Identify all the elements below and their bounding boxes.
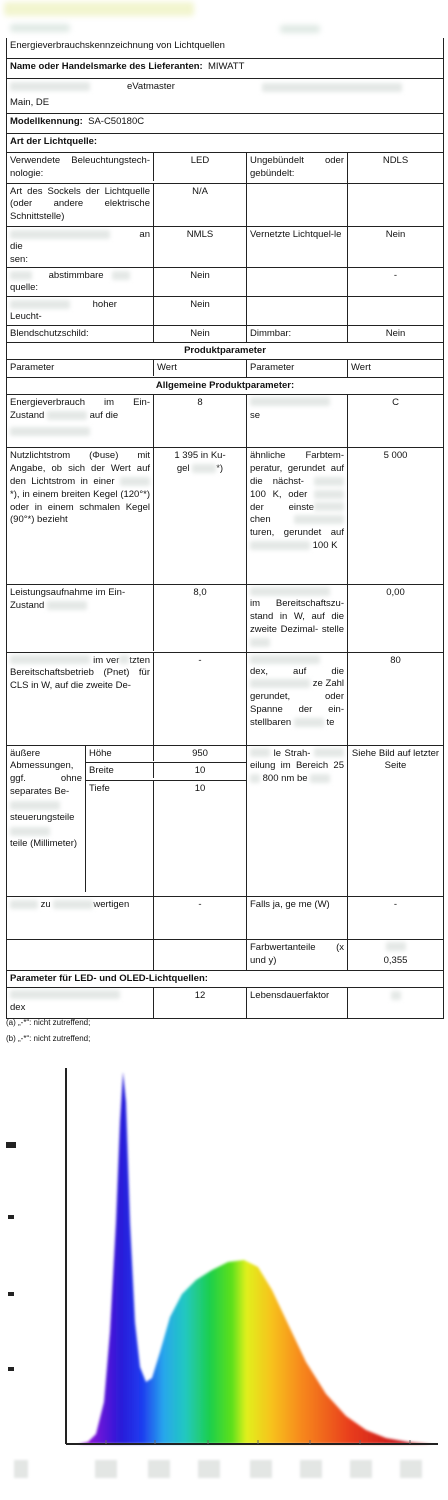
blurred-text xyxy=(294,718,324,727)
energy-row xyxy=(7,395,443,448)
blurred-text xyxy=(112,271,130,280)
param-label: *), in einem breiten Kegel (120°*) oder in einem schmalen Kegel (90°*) bezieht xyxy=(10,488,150,526)
chromaticity-row xyxy=(7,940,443,971)
param-label: Verwendete Beleuchtungstech-nologie: xyxy=(7,153,154,181)
blurred-text xyxy=(314,502,344,511)
param-value: - xyxy=(154,897,247,939)
energy-label-table xyxy=(6,38,444,1019)
param-label: 800 nm be xyxy=(262,773,308,785)
param-label: in W, auf die zweite Dezimal- xyxy=(250,611,345,635)
empty-cell xyxy=(348,297,443,325)
blurred-text xyxy=(314,477,344,486)
param-label: oder xyxy=(288,488,308,500)
param-label: le Strah- xyxy=(273,747,311,759)
dimension-key: Höhe xyxy=(86,746,154,761)
param-label: ze Zahl gerundet, oder Spanne der ein-stellbaren xyxy=(250,678,345,728)
led-row xyxy=(7,988,443,1019)
param-label: äußere Abmessungen, ggf. ohne separates Be- xyxy=(10,747,82,797)
param-label: Nutzlichtstrom (Φuse) mit Angabe, ob sich der Wert auf den Lichtstrom in einer xyxy=(10,450,150,487)
param-label: chen xyxy=(250,514,271,526)
standby-row xyxy=(7,653,443,746)
param-value: Nein xyxy=(154,326,247,343)
blurred-text xyxy=(10,230,110,239)
blurred-text xyxy=(10,271,32,280)
blurred-text xyxy=(119,655,129,664)
footnote-b: (b) „-*“: nicht zutreffend; xyxy=(6,1034,91,1043)
empty-cell xyxy=(348,184,443,226)
dimension-row xyxy=(86,746,246,764)
document-title: Energieverbrauchskennzeichnung von Lichtquellen xyxy=(10,40,225,51)
y-tick xyxy=(8,1215,14,1219)
blurred-label xyxy=(95,1460,117,1478)
param-value: 8 xyxy=(154,395,247,447)
param-label: an xyxy=(139,228,150,240)
param-value: NMLS xyxy=(154,227,247,267)
param-label: Farbwertanteile (x und y) xyxy=(247,940,348,970)
param-value: *) xyxy=(216,463,224,475)
param-value: C xyxy=(392,397,399,409)
product-params-row xyxy=(7,343,443,360)
param-label: ähnliche Farbtem-peratur, gerundet auf die nächst- xyxy=(250,450,344,487)
blurred-text xyxy=(310,774,330,783)
general-row xyxy=(7,378,443,395)
param-label: sen: xyxy=(10,254,28,266)
param-value: 0,00 xyxy=(386,587,405,599)
type-row xyxy=(7,326,443,344)
blurred-text xyxy=(10,82,90,91)
param-label: Falls ja, ge me (W) xyxy=(247,897,348,939)
type-row xyxy=(7,227,443,268)
blurred-text xyxy=(250,679,310,688)
param-label: dex xyxy=(10,1002,26,1014)
param-label: abstimmbare xyxy=(48,269,104,281)
empty-cell xyxy=(247,268,348,296)
model-row xyxy=(7,114,443,134)
param-label: Dimmbar: xyxy=(247,326,348,343)
param-value: 12 xyxy=(154,988,247,1018)
param-value: 1 395 in Ku- xyxy=(174,450,226,462)
general-heading: Allgemeine Produktparameter: xyxy=(155,380,295,392)
blurred-label xyxy=(350,1460,372,1478)
dimension-value: 10 xyxy=(194,765,206,777)
blurred-text xyxy=(47,601,87,610)
param-label: Vernetzte Lichtquel-le xyxy=(247,227,348,267)
blurred-text xyxy=(10,24,70,32)
param-label: die xyxy=(10,241,23,253)
supplier-label: Name oder Handelsmarke des Lieferanten: xyxy=(10,61,203,72)
param-label: im ver xyxy=(93,654,120,666)
param-label: dex, auf die xyxy=(250,665,344,677)
param-label: stelle xyxy=(321,623,344,635)
param-label: se xyxy=(250,410,261,422)
column-header: Parameter xyxy=(7,360,154,376)
y-tick xyxy=(6,1142,16,1148)
blurred-text xyxy=(10,827,50,836)
model-value: SA-C50180C xyxy=(88,116,145,127)
blurred-text xyxy=(250,638,270,647)
blurred-text xyxy=(250,397,330,406)
dimension-value: 10 xyxy=(194,783,206,795)
blurred-text xyxy=(10,427,90,436)
param-label: 100 K xyxy=(312,539,338,551)
blurred-text xyxy=(294,515,344,524)
blurred-label xyxy=(198,1460,220,1478)
param-value: Nein xyxy=(385,327,406,339)
blurred-text xyxy=(120,477,150,486)
section-type-row xyxy=(7,134,443,153)
blurred-text xyxy=(53,900,93,909)
blurred-text xyxy=(314,748,344,757)
footnote-a: (a) „-*“: nicht zutreffend; xyxy=(6,1018,91,1027)
column-header: Parameter xyxy=(247,360,348,377)
blurred-heading xyxy=(4,2,194,16)
param-label: Art des Sockels der Lichtquelle (oder andere elektrische Schnittstelle) xyxy=(7,184,154,226)
param-value: - xyxy=(154,653,247,745)
param-value: - xyxy=(393,269,398,281)
param-label: Energieverbrauch im Ein-Zustand xyxy=(10,397,150,422)
param-value: gel xyxy=(176,463,190,475)
blurred-label xyxy=(148,1460,170,1478)
dimension-row xyxy=(86,781,246,896)
param-label: tzten Bereitschaftsbetrieb (Pnet) für CLS in W, auf die zweite De- xyxy=(10,654,150,692)
param-value: Nein xyxy=(154,268,247,296)
param-label: wertigen xyxy=(93,899,130,911)
blurred-label xyxy=(14,1460,28,1478)
param-label: Lebensdauerfaktor xyxy=(247,988,348,1018)
blurred-label xyxy=(250,1460,272,1478)
type-row xyxy=(7,297,443,326)
y-tick xyxy=(8,1292,14,1296)
blurred-text xyxy=(314,490,344,499)
param-label: hoher Leucht- xyxy=(10,298,117,323)
blurred-text xyxy=(391,991,401,1000)
param-label: auf die xyxy=(89,410,119,422)
param-value: 5 000 xyxy=(383,450,408,462)
blurred-text xyxy=(250,587,330,596)
dimensions-subtable xyxy=(86,746,247,897)
blurred-text xyxy=(250,655,320,664)
param-value: 0,355 xyxy=(383,955,408,967)
blurred-label xyxy=(300,1460,322,1478)
type-row xyxy=(7,184,443,227)
equivalence-row xyxy=(7,897,443,940)
column-header: Wert xyxy=(351,362,371,374)
param-label: steuerungsteile xyxy=(10,811,75,823)
empty-cell xyxy=(247,297,348,325)
param-value: 80 xyxy=(390,654,401,666)
supplier-row xyxy=(7,58,443,79)
spectrum-chart xyxy=(0,1062,448,1500)
blurred-text xyxy=(280,25,320,33)
y-tick xyxy=(8,1367,14,1371)
led-section-row xyxy=(7,971,443,988)
empty-cell xyxy=(7,940,154,970)
param-label: einste xyxy=(288,501,314,513)
param-label: der xyxy=(250,501,264,513)
param-label: im Bereitschaftszu-stand xyxy=(250,598,344,623)
param-value: N/A xyxy=(154,184,247,226)
type-row xyxy=(7,268,443,297)
param-label: turen, gerundet auf xyxy=(250,527,344,539)
dimension-value: 950 xyxy=(192,747,208,759)
supplier-value: MIWATT xyxy=(208,61,245,72)
section-type: Art der Lichtquelle: xyxy=(10,136,98,147)
column-header: Wert xyxy=(154,360,247,377)
param-value: LED xyxy=(154,153,247,183)
param-label: te xyxy=(326,716,335,728)
blurred-label xyxy=(400,1460,422,1478)
param-label: Leistungsaufnahme im Ein-Zustand xyxy=(10,587,126,612)
blurred-text xyxy=(250,774,260,783)
empty-cell xyxy=(247,184,348,226)
param-label: quelle: xyxy=(10,282,38,294)
blurred-text xyxy=(250,748,270,757)
dimensions-row xyxy=(7,746,443,898)
dimension-key: Tiefe xyxy=(86,781,154,896)
param-value: 8,0 xyxy=(154,585,247,651)
param-value: - xyxy=(393,899,398,911)
product-params-heading: Produktparameter xyxy=(184,345,266,357)
blurred-text xyxy=(262,83,402,92)
blurred-text xyxy=(10,300,70,309)
blurred-text xyxy=(386,942,406,951)
blurred-text xyxy=(10,990,120,999)
param-label: Ungebündelt oder gebündelt: xyxy=(247,153,348,183)
param-value: Nein xyxy=(385,228,406,240)
param-label: teile (Millimeter) xyxy=(10,837,78,849)
blurred-text xyxy=(47,411,87,420)
param-value: NDLS xyxy=(382,155,409,166)
blurred-text xyxy=(10,801,60,810)
led-section-heading: Parameter für LED- und OLED-Lichtquellen: xyxy=(10,973,208,985)
blurred-text xyxy=(192,464,216,473)
param-value: Siehe Bild auf letzter Seite xyxy=(351,747,440,772)
param-label: eilung im Bereich 25 xyxy=(250,760,344,772)
blurred-text xyxy=(250,541,310,550)
param-value: Nein xyxy=(154,297,247,325)
power-row xyxy=(7,585,443,652)
blurred-text xyxy=(10,900,38,909)
param-label: 100 K, xyxy=(250,488,282,500)
param-label: zu xyxy=(40,899,51,911)
supplier-line3: Main, DE xyxy=(10,97,50,108)
document-title-row xyxy=(7,38,443,58)
param-label: Blendschutzschild: xyxy=(7,326,154,342)
supplier-address-row xyxy=(7,79,443,114)
model-label: Modellkennung: xyxy=(10,116,83,127)
type-row xyxy=(7,153,443,184)
top-strip xyxy=(0,0,448,22)
blurred-text xyxy=(10,655,90,664)
supplier-line2: eVatmaster xyxy=(127,81,175,92)
empty-cell xyxy=(154,940,247,970)
dimension-row xyxy=(86,763,246,781)
dimension-key: Breite xyxy=(86,763,154,778)
header-row xyxy=(7,360,443,378)
flux-row xyxy=(7,448,443,585)
